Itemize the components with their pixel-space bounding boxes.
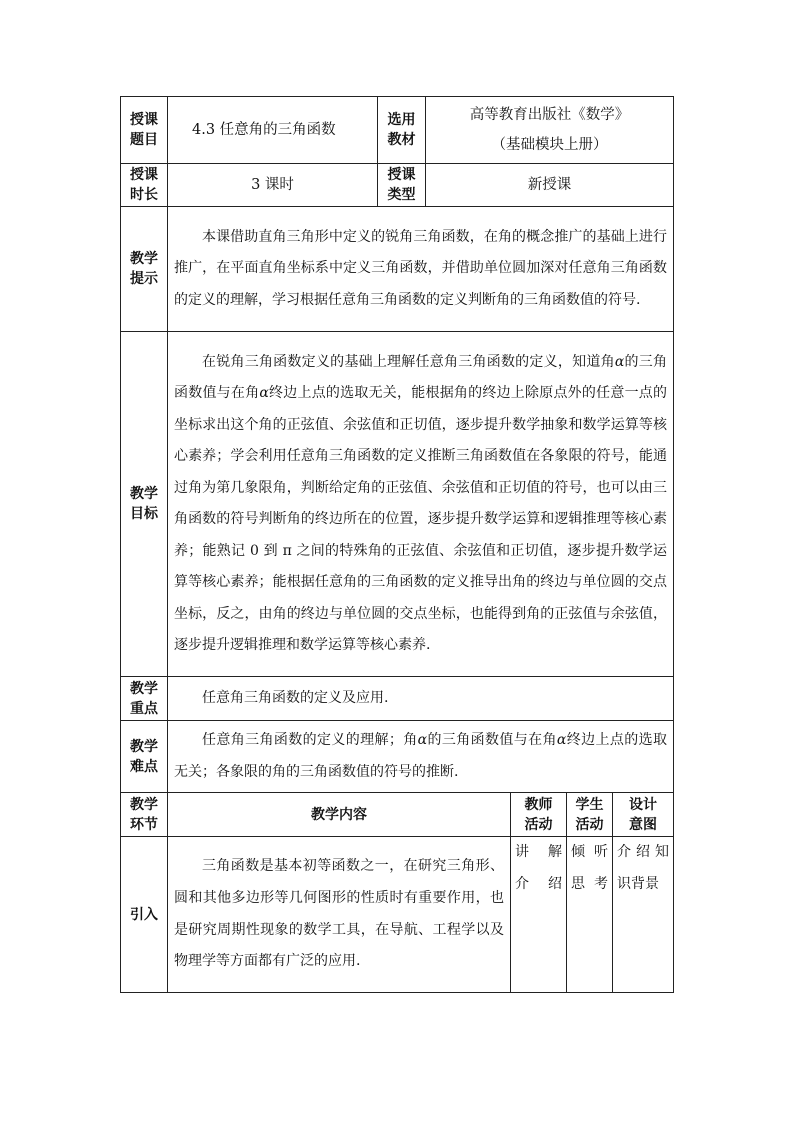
goals-alpha-2: α — [259, 385, 269, 401]
duration-label — [121, 164, 168, 207]
topic-row — [121, 97, 674, 164]
textbook-value — [426, 97, 674, 164]
goals-text-part2: 的三角函数值与在角 — [174, 353, 668, 401]
col-student-header-line1: 学生 — [575, 796, 604, 813]
goals-label-line1: 教学 — [130, 486, 158, 502]
design-intent-line1: 介绍知 — [617, 844, 669, 860]
goals-alpha-1: α — [614, 353, 625, 370]
duration-value: 3 课时 — [168, 164, 378, 207]
col-teacher-header-line2: 活动 — [524, 816, 553, 833]
teacher-activity-cell — [511, 837, 567, 993]
textbook-label-line1: 选用 — [387, 112, 416, 128]
duration-row — [121, 164, 674, 207]
col-design-header-line2: 意图 — [629, 816, 657, 833]
topic-label — [121, 97, 168, 164]
col-design-header — [613, 793, 674, 837]
stage-cell: 引入 — [121, 837, 168, 993]
col-student-header-line2: 活动 — [575, 816, 604, 833]
type-label-line1: 授课 — [387, 167, 416, 183]
difficulties-text — [168, 721, 674, 793]
student-activity-line2: 思考 — [571, 875, 608, 892]
tips-label — [121, 207, 168, 332]
col-stage-header — [121, 793, 168, 837]
lesson-plan-table — [120, 96, 674, 993]
col-stage-header-line2: 环节 — [130, 816, 158, 833]
difficulties-alpha-2: α — [556, 732, 567, 748]
goals-label — [121, 332, 168, 677]
topic-value: 4.3 任意角的三角函数 — [168, 97, 378, 164]
col-content-header: 教学内容 — [168, 793, 511, 837]
type-label-line2: 类型 — [387, 187, 416, 203]
tips-row — [121, 207, 674, 332]
table-row — [121, 837, 674, 993]
process-header-row — [121, 793, 674, 837]
textbook-value-line2: （基础模块上册） — [491, 137, 608, 153]
col-teacher-header — [511, 793, 567, 837]
textbook-label — [378, 97, 426, 164]
key-points-label — [121, 677, 168, 721]
col-design-header-line1: 设计 — [629, 796, 657, 813]
design-intent-cell — [613, 837, 674, 993]
goals-row — [121, 332, 674, 677]
key-points-text: 任意角三角函数的定义及应用. — [168, 677, 674, 721]
student-activity-cell — [567, 837, 613, 993]
col-student-header — [567, 793, 613, 837]
lesson-plan-page — [120, 96, 673, 993]
goals-text-part1: 在锐角三角函数定义的基础上理解任意角三角函数的定义，知道角 — [202, 353, 615, 370]
student-activity-line1: 倾听 — [571, 844, 608, 860]
textbook-label-line2: 教材 — [387, 132, 416, 148]
difficulties-label — [121, 721, 168, 793]
content-cell: 三角函数是基本初等函数之一，在研究三角形、圆和其他多边形等几何图形的性质时有重要作用，也是研究周期性现象的数学工具，在导航、工程学以及物理学等方面都有广泛的应用. — [168, 837, 511, 993]
duration-label-line1: 授课 — [130, 167, 158, 183]
col-stage-header-line1: 教学 — [130, 796, 158, 813]
type-value: 新授课 — [426, 164, 674, 207]
key-points-row — [121, 677, 674, 721]
type-label — [378, 164, 426, 207]
key-points-label-line1: 教学 — [130, 680, 158, 697]
teacher-activity-line2: 介绍 — [515, 875, 562, 892]
col-teacher-header-line1: 教师 — [524, 796, 553, 813]
topic-label-line2: 题目 — [130, 132, 158, 148]
tips-label-line2: 提示 — [130, 271, 158, 287]
difficulties-text-part2: 的三角函数值与在角 — [427, 732, 557, 748]
design-intent-line2: 识背景 — [617, 875, 659, 892]
key-points-label-line2: 重点 — [130, 700, 158, 717]
tips-text: 本课借助直角三角形中定义的锐角三角函数，在角的概念推广的基础上进行推广，在平面直角坐标系中定义三角函数，并借助单位圆加深对任意角三角函数的定义的理解，学习根据任意角三角函数的定义判断角的三角函数值的符号. — [168, 207, 674, 332]
duration-label-line2: 时长 — [130, 187, 158, 203]
difficulties-label-line1: 教学 — [130, 738, 158, 755]
tips-label-line1: 教学 — [130, 251, 158, 267]
difficulties-label-line2: 难点 — [130, 758, 158, 775]
goals-label-line2: 目标 — [130, 506, 158, 522]
topic-label-line1: 授课 — [130, 112, 158, 128]
goals-text-part3: 终边上点的选取无关，能根据角的终边上除原点外的任意一点的坐标求出这个角的正弦值、余弦值和正切值，逐步提升数学抽象和数学运算等核心素养；学会利用任意角三角函数的定义推断三角函数值在各象限的符号，能通过角为第几象限角，判断给定角的正弦值、余弦值和正切值的符号，也可以由三角函数的符号判断角的终边所在的位置，逐步提升数学运算和逻辑推理等核心素养；能熟记 0 到 π 之间的特殊角的正弦值、余弦值和正切值，逐步提升数学运算等核心素养；能根据任意角的三角函数的定义推导出角的终边与单位圆的交点坐标，反之，由角的终边与单位圆的交点坐标，也能得到角的正弦值与余弦值，逐步提升逻辑推理和数学运算等核心素养. — [174, 385, 668, 653]
teacher-activity-line1: 讲解 — [515, 844, 562, 860]
goals-text — [168, 332, 674, 677]
difficulties-alpha-1: α — [417, 732, 428, 748]
difficulties-text-part3: 终边上点的选取无关；各象限的角的三角函数值的符号的推断. — [174, 732, 668, 780]
difficulties-row — [121, 721, 674, 793]
difficulties-text-part1: 任意角三角函数的定义的理解；角 — [202, 732, 418, 748]
textbook-value-line1: 高等教育出版社《数学》 — [469, 107, 630, 123]
